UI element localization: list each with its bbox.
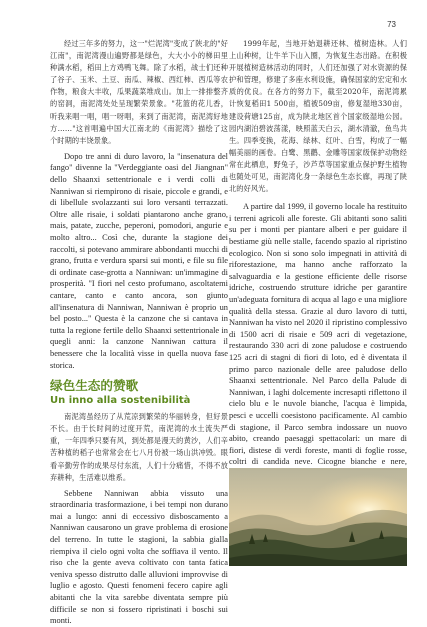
photo-graphic: [229, 468, 407, 566]
chinese-paragraph: 南泥湾虽经历了从荒凉到繁荣的华丽转身，但好景不长。由于长时间的过度开荒，南泥湾的水土流失严重，一年四季只要有风，到处都是漫天的黄沙，人们辛苦种植的稻子也常常会在七八月份被一场山洪冲毁。眼看辛勤劳作的成果尽付东流，人们十分痛惜，不得不放弃耕种，生活难以维系。: [50, 412, 228, 482]
section-heading-chinese: 绿色生态的赞歌: [50, 378, 139, 394]
italian-paragraph: Dopo tre anni di duro lavoro, la "insenatura del fango" divenne la "Verdeggiante oasi del Jiangnan" dello Shaanxi settentrionale e i verdi colli di Nanniwan si riempirono di risaie, piccole e grandi, e di libellule svolazzanti sui loro versanti terrazzati. Oltre alle risaie, i soldati piantarono anche grano, mais, patate, zucche, peperoni, pomodori, angurie e molto altro... Così che, durante la stagione dei raccolti, si potevano ammirare abbondanti mucchi di grano, frutta e verdura sparsi sui monti, e file su file di ordinate case-grotta a Nanniwan: un'immagine di prosperità. "I fiori nel cesto profumano, ascoltatemi cantare, canto e canto ancora, son giunto all'insenatura di Nanniwan, Nanniwan è proprio un bel posto..." Questa è la canzone che si cantava in tutta la regione fertile dello Shaanxi settentrionale in quegli anni: la canzone Nanniwan cattura il benessere che la località visse in quella nuova fase storica.: [50, 151, 228, 370]
left-column: [50, 38, 228, 627]
chinese-paragraph: 经过三年多的努力，这一"烂泥湾"变成了陕北的"好江南"，南泥湾漫山遍野都是绿色，大大小小的梯田里种满水稻，稻田上方鸡鸭飞舞。除了水稻，战士们还种了谷子、玉米、土豆、南瓜、辣椒、西红柿、西瓜等农作物，粮食大丰收，瓜果蔬菜堆成山。加上一排排整齐的窑洞，南泥湾处处呈现繁荣景象。"花篮的花儿香，听我来唱一唱，唱一呀唱，来到了南泥湾，南泥湾好地方……"这首唱遍中国大江南北的《南泥湾》描绘了这个时期的丰饶景象。: [50, 39, 228, 145]
right-column: [229, 38, 407, 537]
italian-paragraph: Sebbene Nanniwan abbia vissuto una straordinaria trasformazione, i bei tempi non durano mai a lungo: anni di eccessivo disboscamento a Nanniwan causarono un grave problema di erosione del terreno. In tutte le stagioni, la sabbia gialla riempiva il cielo ogni volta che soffiava il vento. Il riso che la gente aveva coltivato con tanta fatica veniva spesso distrutto dalle alluvioni improvvise di luglio e agosto. Questi fenomeni fecero capire agli abitanti che la vita sarebbe diventata sempre più difficile se non si fossero ripristinati i boschi sui monti.: [50, 488, 228, 626]
page-number: 73: [387, 20, 396, 29]
section-heading-italian: Un inno alla sostenibilità: [50, 395, 191, 407]
mountain-sunrise-photo: [229, 468, 407, 566]
chinese-paragraph: 1999年起，当地开始退耕还林、植树造林。人们上山种树，让牛羊下山入圈，为恢复生态出路。在积极开展植树造林活动的同时，人们还加强了对水资源的保护和管理，修建了多座水利设施，确保国家的宏定和水质的优良。在各方的努力下，截至2020年，南泥湾累计恢复稻田1 500亩，植被509亩，修复湿地330亩，建设荷塘125亩，成为陕北地区首个国家级湿地公园。园内湖泊碧波荡漾，映照蓝天白云，湖水清澈，鱼鸟共生。四季变换，花海、绿林、红叶、白雪，构成了一幅幅美丽的画卷。白鹭、黑鹳、金雕等国家级保护动物经常在此栖息，野兔子，沙芦草等国家重点保护野生植物也随处可见，南泥湾化身一条绿色生态长廊，再现了陕北的好风光。: [229, 39, 407, 194]
italian-paragraph: A partire dal 1999, il governo locale ha restituito i terreni agricoli alle foreste. Gli abitanti sono saliti su per i monti per piantare alberi e per guidare il bestiame giù nelle stalle, facendo spazio al ripristino ecologico. Non si sono solo impegnati in attività di riforestazione, ma hanno anche rafforzato la salvaguardia e la gestione efficiente delle risorse idriche, costruendo strutture idriche per garantire un'adeguata fornitura di acqua al lago e una migliore qualità della stessa. Grazie al duro lavoro di tutti, Nanniwan ha visto nel 2020 il ripristino complessivo di 1500 acri di risaie e 509 acri di vegetazione, restaurando 330 acri di zone paludose e costruendo 125 acri di stagni di fiori di loto, ed è diventata il primo parco nazionale delle aree paludose dello Shaanxi settentrionale. Nel Parco della Palude di Nanniwan, i laghi dolcemente incresapti riflettono il cielo blu e le nuvole bianche, l'acqua è limpida, pesci e uccelli coesistono pacificamente. Al cambio di stagione, il Parco sembra indossare un nuovo abito, creando paesaggi spettacolari: un mare di fiori, distese di verdi foreste, manti di foglie rosse, coltri di candida neve. Cicogne bianche e nere,: [229, 202, 407, 467]
